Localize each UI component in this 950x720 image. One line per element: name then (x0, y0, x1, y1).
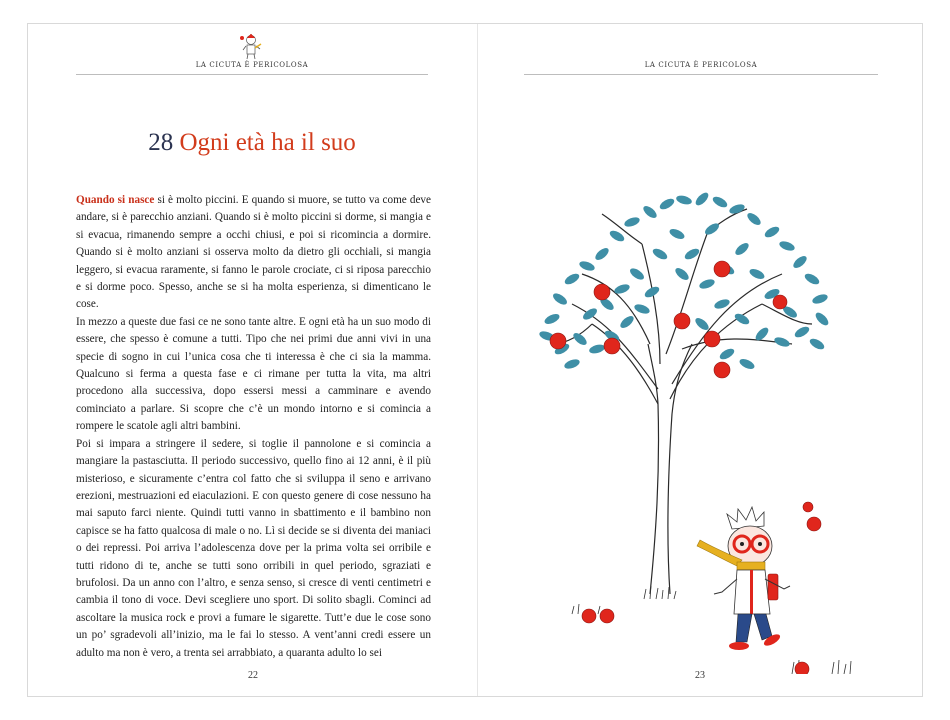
running-head-left: LA CICUTA È PERICOLOSA (76, 58, 428, 75)
apple-tree-boy-illustration (532, 174, 892, 674)
chapter-title (76, 128, 428, 158)
chapter-name: Ogni età ha il suo (179, 129, 356, 156)
book-spread (27, 23, 923, 697)
page-number-left: 22 (248, 670, 258, 681)
right-page (478, 24, 924, 696)
boy-character (697, 507, 790, 650)
paragraph-1 (76, 192, 431, 314)
chapter-number: 28 (148, 129, 174, 156)
grass (572, 586, 851, 674)
lead-words: Quando si nasce (76, 194, 155, 206)
page-number-right: 23 (695, 670, 705, 681)
paragraph-2: In mezzo a queste due fasi ce ne sono tante altre. E ogni età ha un suo modo di essere, che spesso è comune a tutti. Tipo che nei primi due anni vivi in una specie di sogno in cui l’unica cosa che ti interessa è che ci sia la mamma. Qualcuno si ferma a questa fase e ci rimane per tutta la vita, ma altri procedono alla successiva, dopo essersi messi a camminare e avendo cominciato a parlare. Si scopre che c’è un mondo intorno e si comincia a rompere le scatole agli altri bambini. (76, 315, 431, 433)
paragraph-3: Poi si impara a stringere il sedere, si toglie il pannolone e si comincia a mangiare la pastasciutta. Il periodo successivo, quello fino ai 12 anni, è il più misterioso, e sicuramente c’entra col fatto che si sviluppa il seno e arrivano erezioni, mestruazioni ed eiaculazioni. E con questo genere di cose nessuno ha mai saputo farci niente. Quindi tutti vanno in sbattimento e il bambino non capisce se ha fatto qualcosa di male o no. Lì si decide se si diventa dei maniaci o dei repressi. Poi arriva l’adolescenza dove per la prima volta sei orribile e tutti ridono di te, anche se tutti sono orribili in quel periodo, sgraziati e brufolosi. Da un anno con l’altro, e senza senso, si cresce di venti centimetri e cambia il tono di voce. Devi scegliere uno sport. Di solito sbagli. Cominci ad ascoltare la musica rock e provi a fumare le sigarette. Tutt’e due le cose sono un po’ sgradevoli all’inizio, ma le fai lo stesso. A vent’anni credi essere un adulto ma non è vero, a trenta sei arrabbiato, a quaranta adulto lo sei (76, 437, 431, 659)
tree-foliage (538, 191, 830, 371)
paragraph-1-text: si è molto piccini. E quando si muore, se tutto va come deve andare, si è parecchio anziani. Quando si è molto piccini si dorme, si mangia e si evacua, rimanendo sempre a occhi chiusi, e poi si ricomincia a dormire. Quando si è molto anziani si osserva molto da dietro gli occhiali, si mangia leggero, si evacua raramente, si fanno le parole crociate, ci si riposa parecchio e si dorme poco. Spesso, anche se si ha molta esperienza, si dimenticano le cose. (76, 194, 431, 311)
body-text (76, 192, 431, 662)
publisher-logo-icon (238, 32, 264, 60)
left-page (28, 24, 477, 696)
running-head-right: LA CICUTA È PERICOLOSA (524, 58, 878, 75)
